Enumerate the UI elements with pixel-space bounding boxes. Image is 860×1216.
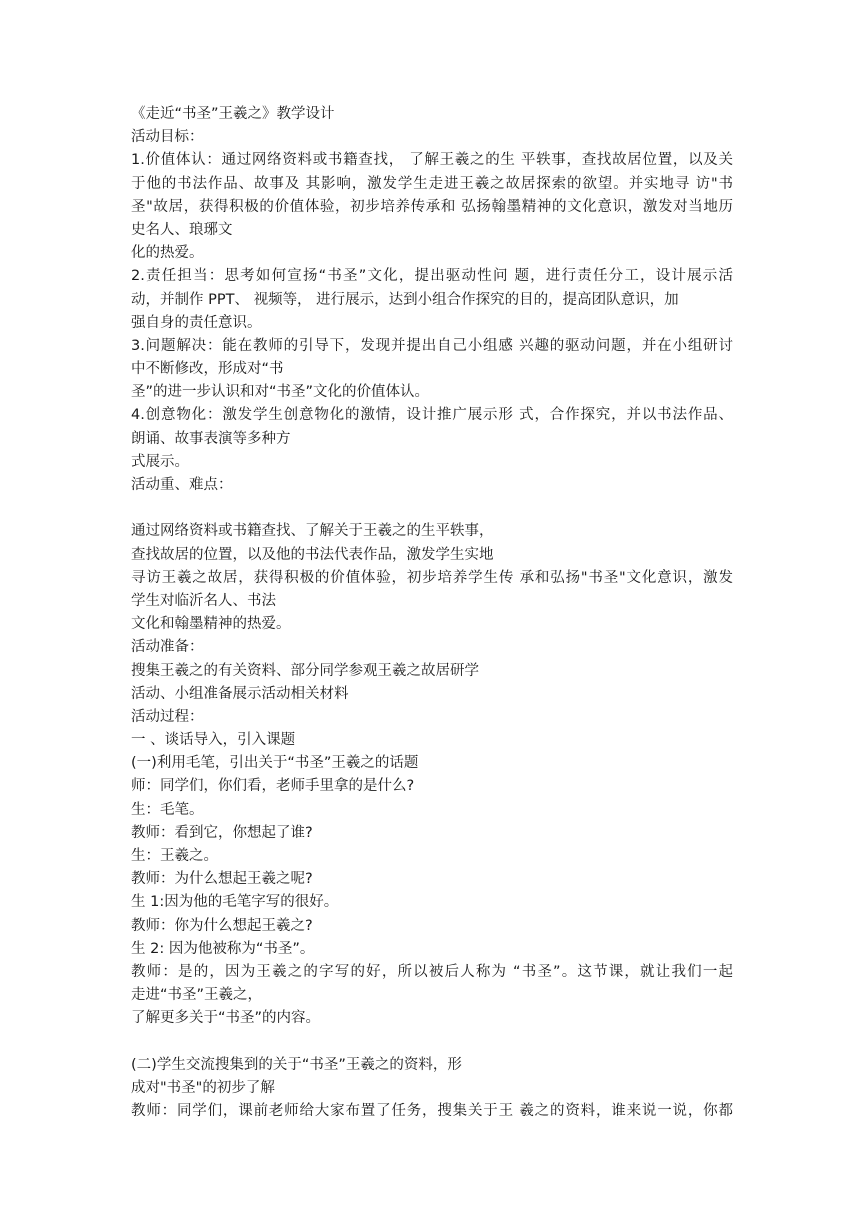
text-line: 于他的书法作品、故事及 其影响，激发学生走进王羲之故居探索的欲望。并实地寻 访"书 [131,175,733,192]
text-line: 教师：为什么想起王羲之呢? [131,871,313,888]
text-line: 生 2: 因为他被称为“书圣”。 [131,940,315,957]
text-line: 活动过程： [131,708,204,725]
text-line: 活动目标： [131,129,204,146]
text-line: 走进“书圣”王羲之， [131,987,263,1004]
text-line: 师：同学们，你们看，老师手里拿的是什么? [131,778,415,795]
text-line: 4.创意物化：激发学生创意物化的激情，设计推广展示形 式，合作探究，并以书法作品、 [131,407,733,424]
text-line: 式展示。 [131,453,189,470]
text-line: 生：毛笔。 [131,801,204,818]
text-line: 史名人、琅琊文 [131,221,233,238]
text-line: 生 1:因为他的毛笔字写的很好。 [131,894,339,911]
text-line: 圣"故居，获得积极的价值体验，初步培养传承和 弘扬翰墨精神的文化意识，激发对当地历 [131,198,733,215]
text-line: 动，并制作 PPT、 视频等， 进行展示，达到小组合作探究的目的，提高团队意识，加 [131,291,679,308]
blank-line [131,497,733,520]
text-line: (一)利用毛笔，引出关于“书圣”王羲之的话题 [131,755,419,772]
text-line: 了解更多关于“书圣”的内容。 [131,1010,321,1027]
document-body [131,103,733,1123]
text-line: 圣”的进一步认识和对“书圣”文化的价值体认。 [131,384,430,401]
text-line: 搜集王羲之的有关资料、部分同学参观王羲之故居研学 [131,662,479,679]
text-line: 成对"书圣"的初步了解 [131,1079,275,1096]
text-line: 文化和翰墨精神的热爱。 [131,616,291,633]
text-line: 活动、小组准备展示活动相关材料 [131,685,349,702]
text-line: 强自身的责任意识。 [131,314,262,331]
text-line: 一 、谈话导入，引入课题 [131,732,296,749]
blank-line [131,1031,733,1054]
text-line: 《走近“书圣”王羲之》教学设计 [131,106,335,122]
text-line: 教师：是的，因为王羲之的字写的好，所以被后人称为 “书圣”。这节课，就让我们一起 [131,963,733,980]
text-line: (二)学生交流搜集到的关于“书圣”王羲之的资料，形 [131,1056,462,1073]
text-line: 1.价值体认：通过网络资料或书籍查找， 了解王羲之的生 平轶事，查找故居位置，以及关 [131,152,733,169]
text-line: 中不断修改，形成对“书 [131,361,284,378]
text-line: 活动重、难点： [131,477,233,493]
text-line: 教师：你为什么想起王羲之? [131,917,313,934]
text-line: 通过网络资料或书籍查找、了解关于王羲之的生平轶事， [131,523,494,540]
text-line: 查找故居的位置，以及他的书法代表作品，激发学生实地 [131,546,494,563]
text-line: 朗诵、故事表演等多种方 [131,430,291,447]
text-line: 生：王羲之。 [131,848,218,864]
text-line: 学生对临沂名人、书法 [131,592,276,609]
text-line: 教师：同学们，课前老师给大家布置了任务，搜集关于王 羲之的资料，谁来说一说，你都 [131,1103,733,1120]
text-line: 3.问题解决：能在教师的引导下，发现并提出自己小组感 兴趣的驱动问题，并在小组研讨 [131,337,733,354]
text-line: 教师：看到它，你想起了谁? [131,824,313,841]
text-line: 化的热爱。 [131,245,204,262]
text-line: 活动准备： [131,639,204,656]
text-line: 2.责任担当：思考如何宣扬“书圣”文化，提出驱动性问 题，进行责任分工，设计展示活 [131,268,733,285]
text-line: 寻访王羲之故居，获得积极的价值体验，初步培养学生传 承和弘扬"书圣"文化意识，激发 [131,569,733,586]
